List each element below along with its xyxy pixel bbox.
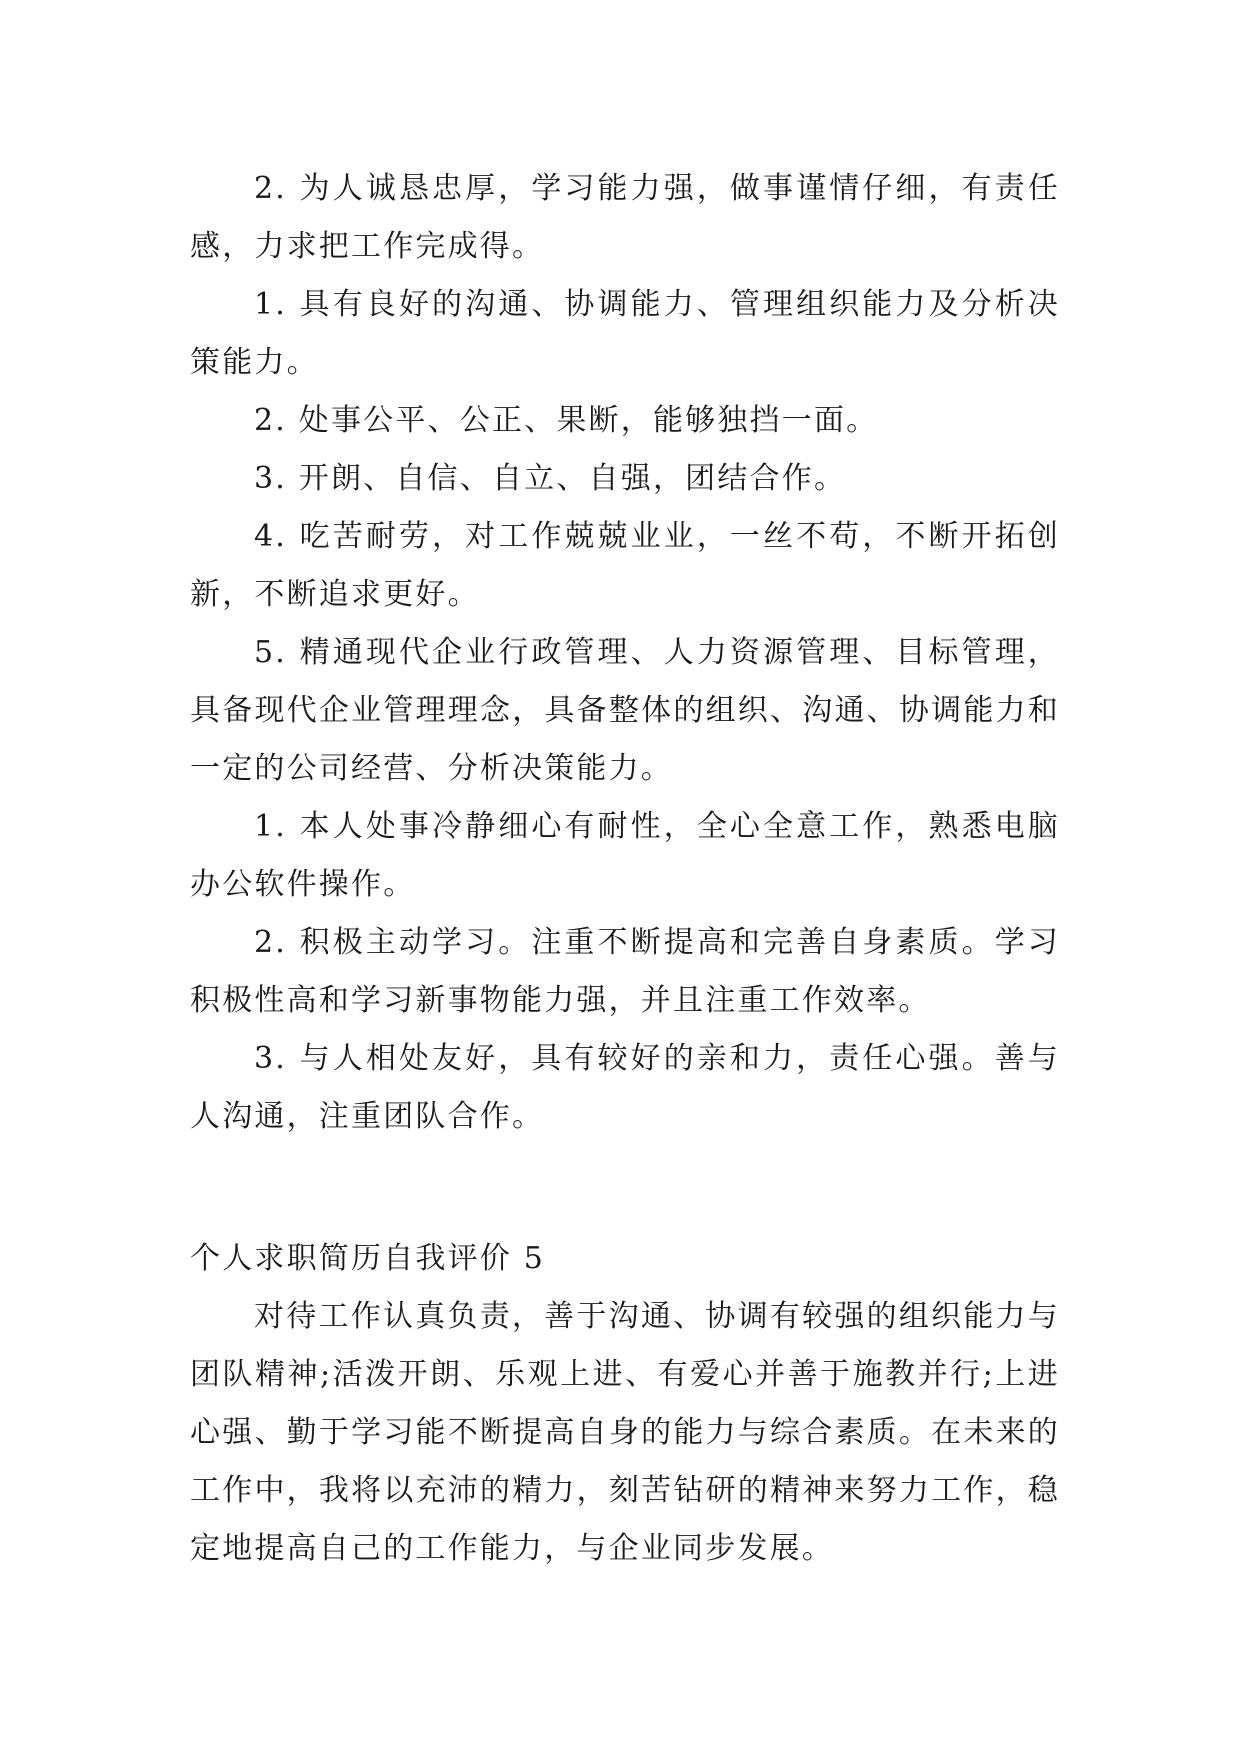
document-body — [190, 160, 1060, 1578]
paragraph: 2. 积极主动学习。注重不断提高和完善自身素质。学习积极性高和学习新事物能力强，并且注重工作效率。 — [190, 925, 1060, 1018]
paragraph: 4. 吃苦耐劳，对工作兢兢业业，一丝不苟，不断开拓创新，不断追求更好。 — [190, 519, 1060, 612]
paragraph: 1. 具有良好的沟通、协调能力、管理组织能力及分析决策能力。 — [190, 287, 1060, 380]
section-paragraph: 对待工作认真负责，善于沟通、协调有较强的组织能力与团队精神;活泼开朗、乐观上进、有爱心并善于施教并行;上进心强、勤于学习能不断提高自身的能力与综合素质。在未来的工作中，我将以充沛的精力，刻苦钻研的精神来努力工作，稳定地提高自己的工作能力，与企业同步发展。 — [190, 1299, 1060, 1566]
paragraph: 2. 处事公平、公正、果断，能够独挡一面。 — [254, 403, 879, 438]
paragraph: 3. 开朗、自信、自立、自强，团结合作。 — [254, 461, 847, 496]
section-heading: 个人求职简历自我评价 5 — [190, 1241, 546, 1276]
paragraph: 1. 本人处事冷静细心有耐性，全心全意工作，熟悉电脑办公软件操作。 — [190, 809, 1060, 902]
paragraph: 5. 精通现代企业行政管理、人力资源管理、目标管理，具备现代企业管理理念，具备整体的组织、沟通、协调能力和一定的公司经营、分析决策能力。 — [190, 635, 1060, 786]
paragraph: 3. 与人相处友好，具有较好的亲和力，责任心强。善与人沟通，注重团队合作。 — [190, 1041, 1060, 1134]
paragraph: 2. 为人诚恳忠厚，学习能力强，做事谨情仔细，有责任感，力求把工作完成得。 — [190, 171, 1060, 264]
